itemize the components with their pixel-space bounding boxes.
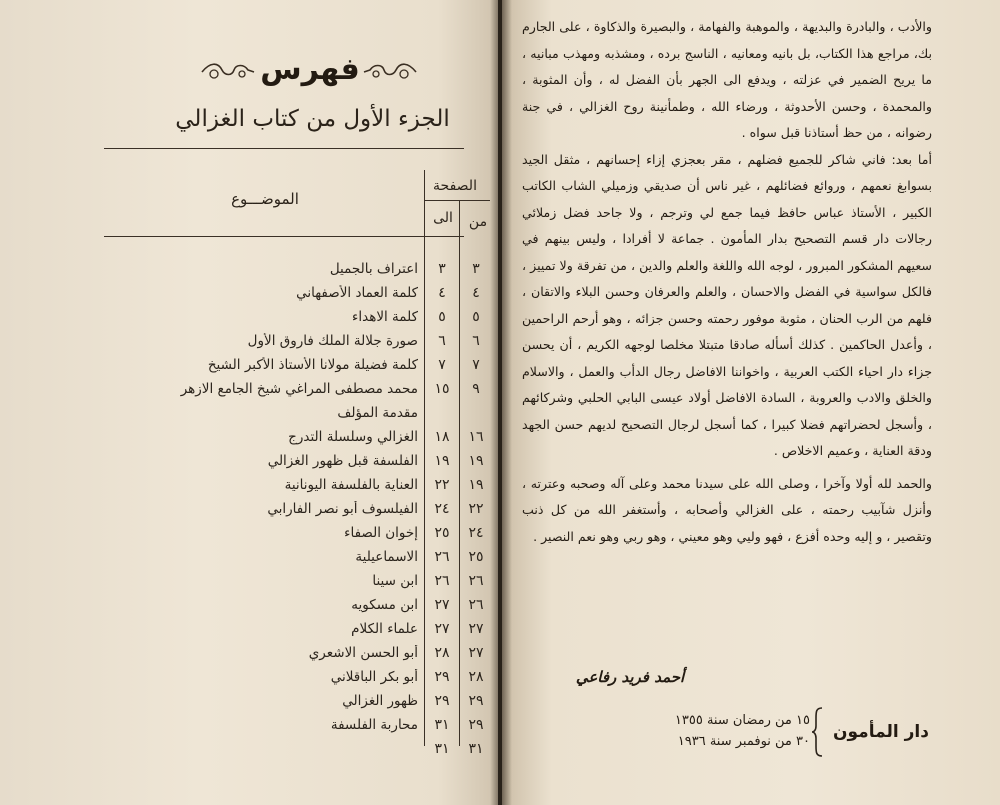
to-page: ٢٥ (434, 525, 450, 541)
to-page: ٣ (438, 261, 446, 277)
table-row (0, 569, 498, 595)
table-row (0, 281, 498, 307)
from-page: ١٩ (468, 453, 484, 469)
table-header-rule (104, 236, 464, 237)
to-page: ١٩ (434, 453, 450, 469)
topic: مقدمة المؤلف (337, 405, 418, 421)
table-row (0, 665, 498, 691)
topic: أبو بكر الباقلاني (330, 669, 418, 685)
publisher-name: دار المأمون (833, 722, 929, 742)
table-row (0, 521, 498, 547)
table-row (0, 257, 498, 283)
table-row (0, 593, 498, 619)
table-row (0, 353, 498, 379)
column-header-topic: الموضـــوع (231, 190, 299, 208)
index-subtitle: الجزء الأول من كتاب الغزالي (175, 106, 450, 132)
ornament-icon (362, 58, 418, 86)
topic: صورة جلالة الملك فاروق الأول (247, 333, 418, 349)
page-header-rule (424, 200, 490, 201)
to-page: ٣١ (434, 717, 450, 733)
table-row (0, 377, 498, 403)
to-page: ١٥ (434, 381, 450, 397)
from-page: ٢٦ (468, 597, 484, 613)
paragraph: والأدب ، والبادرة والبديهة ، والموهبة والفهامة ، والبصيرة والذكاوة ، على الجارم بك، مراجع هذا الكتاب، بل بانيه ومعانيه ، الناسج برده ، ومشذبه ومهذب مبانيه ، ما يريح الضمير في عزلته ، ويدفع الى الجهر بأن الفضل له ، وأن المثوبة ، والمحمدة ، وحسن الأحدوثة ، ورضاء الله ، وطمأنينة روح الغزالي ، في جنة رضوانه ، من حظ أستاذنا قبل سواه . (522, 19, 932, 140)
table-row (0, 617, 498, 643)
table-row (0, 449, 498, 475)
from-page: ٢٧ (468, 621, 484, 637)
to-page: ٢٩ (434, 693, 450, 709)
topic: اعتراف بالجميل (329, 261, 418, 277)
from-page: ٣١ (468, 741, 484, 757)
left-page-index (0, 0, 498, 805)
topic: أبو الحسن الاشعري (308, 645, 418, 661)
from-page: ٢٨ (468, 669, 484, 685)
to-page: ٢٩ (434, 669, 450, 685)
to-page: ٢٤ (434, 501, 450, 517)
topic: العناية بالفلسفة اليونانية (284, 477, 418, 493)
to-page: ٢٧ (434, 597, 450, 613)
table-row (0, 737, 498, 763)
to-page: ٧ (438, 357, 446, 373)
topic: ظهور الغزالي (342, 693, 418, 709)
from-page: ٩ (472, 381, 480, 397)
table-row (0, 329, 498, 355)
to-page: ٢٦ (434, 549, 450, 565)
from-page: ٢٢ (468, 501, 484, 517)
from-page: ٧ (472, 357, 480, 373)
from-page: ٢٩ (468, 693, 484, 709)
table-row (0, 305, 498, 331)
to-page: ٢٧ (434, 621, 450, 637)
from-page: ٢٤ (468, 525, 484, 541)
from-page: ٢٩ (468, 717, 484, 733)
column-header-page: الصفحة (433, 178, 477, 194)
topic: الفيلسوف أبو نصر الفارابي (267, 501, 418, 517)
book-gutter (490, 0, 512, 805)
from-page: ١٦ (468, 429, 484, 445)
from-page: ٢٧ (468, 645, 484, 661)
column-header-from: من (468, 214, 488, 230)
from-page: ٤ (472, 285, 480, 301)
to-page: ١٨ (434, 429, 450, 445)
topic: علماء الكلام (351, 621, 418, 637)
body-text (522, 14, 932, 550)
to-page: ٦ (438, 333, 446, 349)
to-page: ٢٢ (434, 477, 450, 493)
table-row (0, 497, 498, 523)
table-row (0, 689, 498, 715)
topic: ابن سينا (372, 573, 418, 589)
table-row (0, 641, 498, 667)
table-row (0, 473, 498, 499)
from-page: ٢٥ (468, 549, 484, 565)
paragraph: والحمد لله أولا وآخرا ، وصلى الله على سيدنا محمد وعلى آله وصحبه وعترته ، وأنزل شآبيب رحمته ، على الغزالي وأصحابه ، وأستغفر الله من كل ذنب وتقصير ، و إليه وحده أفزع ، فهو وليي وهو معيني ، وهو ربي وهو نعم النصير . (522, 475, 932, 544)
table-top-rule (104, 148, 464, 149)
topic: محمد مصطفى المراغي شيخ الجامع الازهر (180, 381, 418, 397)
index-title: فهرس (260, 52, 360, 87)
topic: الغزالي وسلسلة التدرج (288, 429, 418, 445)
topic: كلمة الاهداء (352, 309, 418, 325)
from-page: ٦ (472, 333, 480, 349)
to-page: ٥ (438, 309, 446, 325)
table-row (0, 713, 498, 739)
table-row (0, 401, 498, 427)
column-header-to: الى (433, 210, 453, 226)
from-page: ٣ (472, 261, 480, 277)
to-page: ٤ (438, 285, 446, 301)
curly-brace-icon (810, 706, 826, 758)
topic: محاربة الفلسفة (330, 717, 418, 733)
topic: كلمة العماد الأصفهاني (296, 285, 418, 301)
author-signature: أحمد فريد رفاعي (575, 668, 685, 686)
topic: ابن مسكويه (351, 597, 418, 613)
topic: كلمة فضيلة مولانا الأستاذ الأكبر الشيخ (207, 357, 418, 373)
from-page: ٢٦ (468, 573, 484, 589)
to-page: ٣١ (434, 741, 450, 757)
from-page: ١٩ (468, 477, 484, 493)
topic: إخوان الصفاء (344, 525, 418, 541)
paragraph: أما بعد: فاني شاكر للجميع فضلهم ، مقر بعجزي إزاء إحسانهم ، مثقل الجيد بسوابغ نعمهم ، وروائع فضائلهم ، غير ناس أن صديقي وزميلي الشاب الكاتب الكبير ، الأستاذ عباس حافظ فيما جمع لي وترجم ، ولا جاحد فضل زملائي رجالات دار قسم التصحيح بدار المأمون . جماعة لا أفرادا ، وليس بينهم في سعيهم المشكور المبرور ، لوجه الله واللغة والعلم والدين ، من تفرقة ولا تمييز ، فالكل سواسية في الفضل والاحسان ، والعلم والعرفان وحسن البلاء والاتقان ، فلهم من الرب الحنان ، مثوبة موفور رحمته وحسن جزائه ، وهو أرحم الراحمين ، وأعدل الحاكمين . كذلك أسأله صادقا متبتلا مخلصا لوجهه الكريم ، أن يحسن جزاء دار احياء الكتب العربية ، واخواننا الافاضل رجال الدأب والعمل ، والاسلام والخلق والادب والعروبة ، السادة الافاضل أولاد عيسى البابي الحلبي وشركائهم ، وأسجل لحضراتهم فضلا كبيرا ، كما أسجل لرجال التصحيح لديهم حسن الجهد ودقة العناية ، وعميم الاخلاص . (522, 151, 932, 458)
date-gregorian: ٣٠ من نوفمبر سنة ١٩٣٦ (677, 734, 810, 749)
to-page: ٢٦ (434, 573, 450, 589)
date-hijri: ١٥ من رمضان سنة ١٣٥٥ (674, 713, 810, 728)
table-row (0, 545, 498, 571)
from-page: ٥ (472, 309, 480, 325)
topic: الاسماعيلية (355, 549, 418, 565)
topic: الفلسفة قبل ظهور الغزالي (267, 453, 418, 469)
to-page: ٢٨ (434, 645, 450, 661)
table-row (0, 425, 498, 451)
date-block (630, 710, 810, 752)
